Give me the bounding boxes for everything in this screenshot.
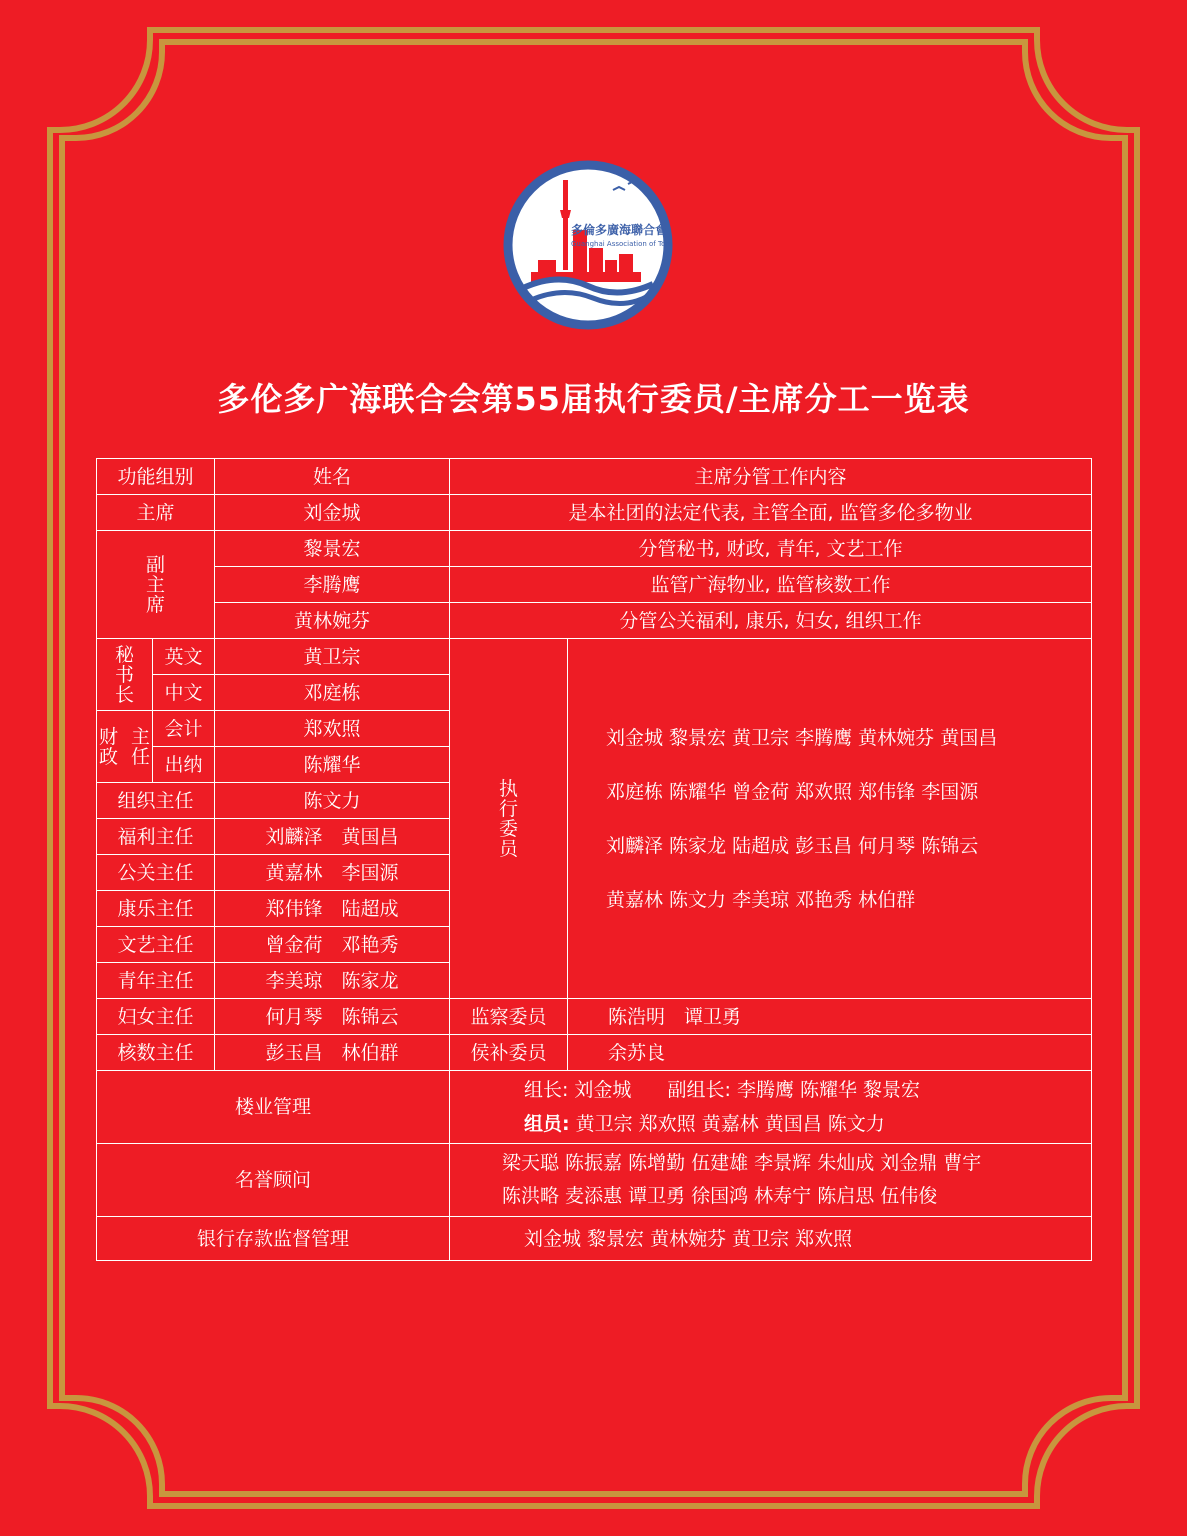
- secretary-name: 黄卫宗: [215, 639, 450, 675]
- director-names: 郑伟锋 陆超成: [215, 891, 450, 927]
- role-honorary-advisors: 名誉顾问: [97, 1144, 450, 1217]
- director-names: 刘麟泽 黄国昌: [215, 819, 450, 855]
- finance-sub-role: 会计: [153, 711, 215, 747]
- director-names: 黄嘉林 李国源: [215, 855, 450, 891]
- director-names: 彭玉昌 林伯群: [215, 1035, 450, 1071]
- supervisory-label: 监察委员: [450, 999, 568, 1035]
- finance-name: 郑欢照: [215, 711, 450, 747]
- property-management-members: 组长: 刘金城 副组长: 李腾鹰 陈耀华 黎景宏 组员: 黄卫宗 郑欢照 黄嘉林 黄国昌 陈文力: [450, 1071, 1092, 1144]
- committee-table: [96, 458, 1092, 1261]
- finance-sub-role: 出纳: [153, 747, 215, 783]
- honorary-advisors-names: 梁天聪 陈振嘉 陈增勤 伍建雄 李景辉 朱灿成 刘金鼎 曹宇 陈洪略 麦添惠 谭卫勇 徐国鸿 林寿宁 陈启思 伍伟俊: [450, 1144, 1092, 1217]
- table-row: [97, 603, 1092, 639]
- header-duty: 主席分管工作内容: [450, 459, 1092, 495]
- director-role: 青年主任: [97, 963, 215, 999]
- secretary-sub-role: 英文: [153, 639, 215, 675]
- director-names: 何月琴 陈锦云: [215, 999, 450, 1035]
- vice-chairman-name: 李腾鹰: [215, 567, 450, 603]
- table-row: [97, 567, 1092, 603]
- director-names: 曾金荷 邓艳秀: [215, 927, 450, 963]
- vice-chairman-duty: 分管秘书, 财政, 青年, 文艺工作: [450, 531, 1092, 567]
- alternate-names: 余苏良: [568, 1035, 1092, 1071]
- secretary-name: 邓庭栋: [215, 675, 450, 711]
- table-row: [97, 495, 1092, 531]
- role-finance-director: 财政 主任: [97, 711, 153, 783]
- table-header-row: [97, 459, 1092, 495]
- alternate-label: 侯补委员: [450, 1035, 568, 1071]
- director-role: 康乐主任: [97, 891, 215, 927]
- table-row: [97, 1035, 1092, 1071]
- director-role: 核数主任: [97, 1035, 215, 1071]
- table-row: [97, 1071, 1092, 1144]
- director-role: 福利主任: [97, 819, 215, 855]
- director-role: 组织主任: [97, 783, 215, 819]
- table-row: [97, 531, 1092, 567]
- secretary-sub-role: 中文: [153, 675, 215, 711]
- director-role: 公关主任: [97, 855, 215, 891]
- table-row: [97, 1217, 1092, 1261]
- chairman-name: 刘金城: [215, 495, 450, 531]
- finance-name: 陈耀华: [215, 747, 450, 783]
- page-title: 多伦多广海联合会第55届执行委员/主席分工一览表: [217, 380, 970, 418]
- table-row: [97, 1144, 1092, 1217]
- role-chairman: 主席: [97, 495, 215, 531]
- chairman-duty: 是本社团的法定代表, 主管全面, 监管多伦多物业: [450, 495, 1092, 531]
- vice-chairman-duty: 监管广海物业, 监管核数工作: [450, 567, 1092, 603]
- association-logo: [503, 160, 673, 330]
- role-vice-chairman: 副主席: [97, 531, 215, 639]
- role-bank-supervision: 银行存款监督管理: [97, 1217, 450, 1261]
- role-property-management: 楼业管理: [97, 1071, 450, 1144]
- supervisory-names: 陈浩明 谭卫勇: [568, 999, 1092, 1035]
- executive-committee-members: 刘金城 黎景宏 黄卫宗 李腾鹰 黄林婉芬 黄国昌 邓庭栋 陈耀华 曾金荷 郑欢照 郑伟锋 李国源 刘麟泽 陈家龙 陆超成 彭玉昌 何月琴 陈锦云 黄嘉林 陈文力 李美琼 邓艳秀 林伯群: [568, 639, 1092, 999]
- vice-chairman-duty: 分管公关福利, 康乐, 妇女, 组织工作: [450, 603, 1092, 639]
- vice-chairman-name: 黄林婉芬: [215, 603, 450, 639]
- director-names: 李美琼 陈家龙: [215, 963, 450, 999]
- header-name: 姓名: [215, 459, 450, 495]
- director-role: 文艺主任: [97, 927, 215, 963]
- director-role: 妇女主任: [97, 999, 215, 1035]
- logo-name-cn: 多倫多廣海聯合會: [571, 223, 668, 237]
- table-row: [97, 639, 1092, 675]
- bank-supervision-names: 刘金城 黎景宏 黄林婉芬 黄卫宗 郑欢照: [450, 1217, 1092, 1261]
- header-function-group: 功能组别: [97, 459, 215, 495]
- table-row: [97, 999, 1092, 1035]
- role-secretary: 秘书长: [97, 639, 153, 711]
- director-names: 陈文力: [215, 783, 450, 819]
- executive-committee-label: 执行委员: [450, 639, 568, 999]
- logo-name-en: Guanghai Association of Toronto: [571, 240, 673, 248]
- vice-chairman-name: 黎景宏: [215, 531, 450, 567]
